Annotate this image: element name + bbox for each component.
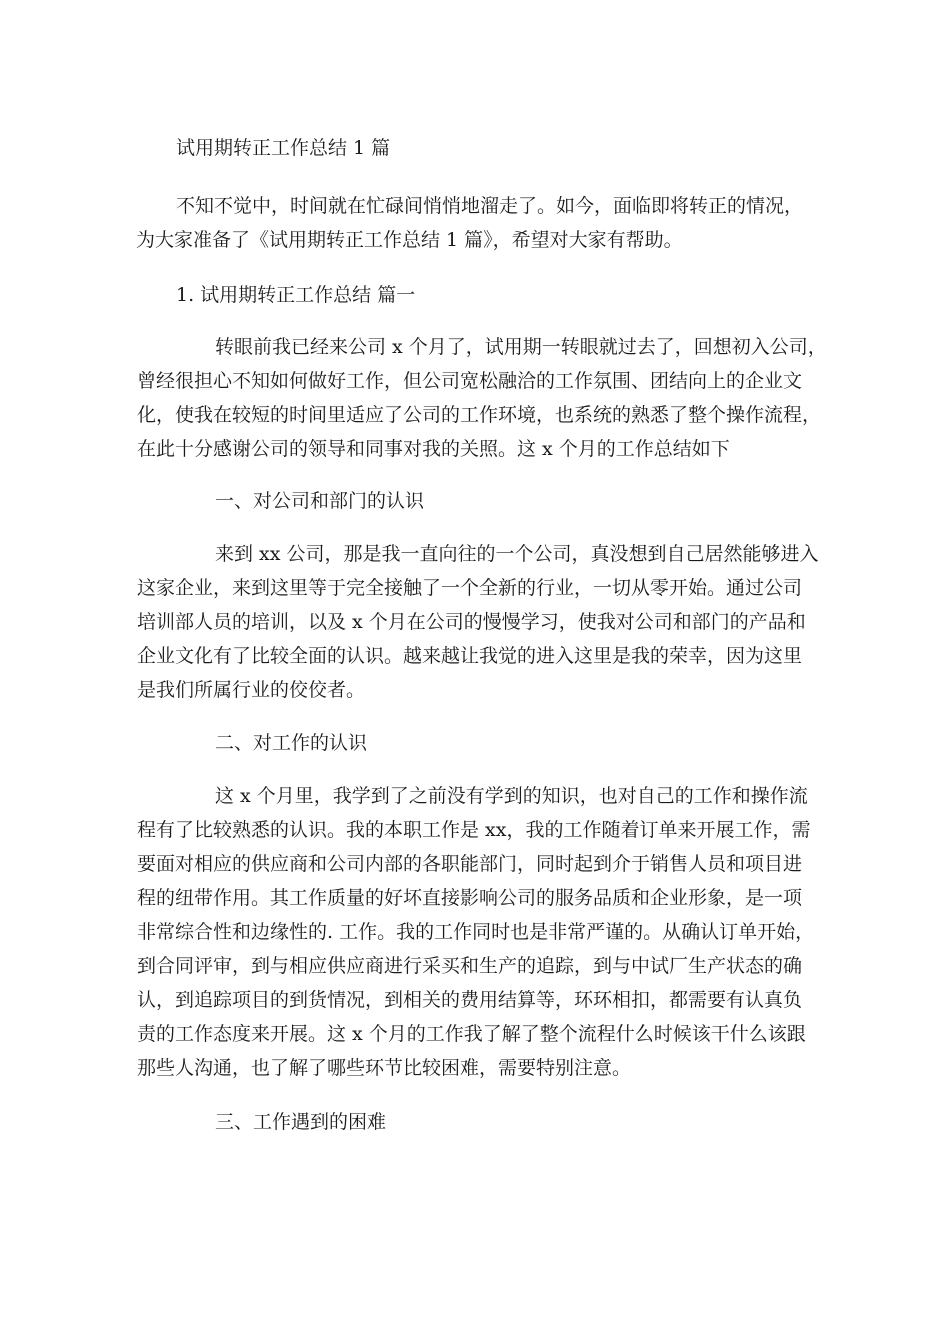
paragraph-line: 认，到追踪项目的到货情况，到相关的费用结算等，环环相扣，都需要有认真负 <box>137 989 803 1011</box>
paragraph-line: 企业文化有了比较全面的认识。越来越让我觉的进入这里是我的荣幸，因为这里 <box>137 645 803 667</box>
heading-1 <box>215 484 424 518</box>
paragraph-2 <box>137 537 819 707</box>
paragraph-line: 是我们所属行业的佼佼者。 <box>137 679 366 701</box>
paragraph-line: 那些人沟通，也了解了哪些环节比较困难，需要特别注意。 <box>137 1057 632 1079</box>
heading-text: 二、对工作的认识 <box>215 732 368 754</box>
paragraph-line: 培训部人员的培训，以及 x 个月在公司的慢慢学习，使我对公司和部门的产品和 <box>137 611 806 633</box>
paragraph-line: 这家企业，来到这里等于完全接触了一个全新的行业，一切从零开始。通过公司 <box>137 577 803 599</box>
paragraph-line: 程有了比较熟悉的认识。我的本职工作是 xx，我的工作随着订单来开展工作，需 <box>137 819 811 841</box>
heading-2 <box>215 726 367 760</box>
paragraph-line: 到合同评审，到与相应供应商进行采买和生产的追踪，到与中试厂生产状态的确 <box>137 955 803 977</box>
paragraph-line: 程的纽带作用。其工作质量的好坏直接影响公司的服务品质和企业形象，是一项 <box>137 887 803 909</box>
heading-text: 三、工作遇到的困难 <box>215 1111 387 1133</box>
intro-paragraph <box>136 189 804 257</box>
document-title <box>176 131 390 165</box>
paragraph-line: 责的工作态度来开展。这 x 个月的工作我了解了整个流程什么时候该干什么该跟 <box>137 1023 806 1045</box>
paragraph-line: 这 x 个月里，我学到了之前没有学到的知识，也对自己的工作和操作流 <box>215 785 808 807</box>
heading-text: 一、对公司和部门的认识 <box>215 490 425 512</box>
paragraph-line: 化，使我在较短的时间里适应了公司的工作环境，也系统的熟悉了整个操作流程， <box>137 404 822 426</box>
paragraph-1 <box>137 330 827 466</box>
section-title <box>176 278 415 312</box>
intro-line: 不知不觉中，时间就在忙碌间悄悄地溜走了。如今，面临即将转正的情况， <box>176 195 804 217</box>
paragraph-line: 非常综合性和边缘性的. 工作。我的工作同时也是非常严谨的。从确认订单开始， <box>137 921 815 943</box>
paragraph-3 <box>137 779 814 1085</box>
paragraph-line: 曾经很担心不知如何做好工作，但公司宽松融洽的工作氛围、团结向上的企业文 <box>137 370 803 392</box>
document-title-text: 试用期转正工作总结 1 篇 <box>176 137 391 159</box>
paragraph-line: 来到 xx 公司，那是我一直向往的一个公司，真没想到自己居然能够进入 <box>215 543 819 565</box>
intro-line: 为大家准备了《试用期转正工作总结 1 篇》，希望对大家有帮助。 <box>136 229 683 251</box>
heading-3 <box>215 1105 386 1139</box>
section-title-text: 1. 试用期转正工作总结 篇一 <box>176 284 416 306</box>
paragraph-line: 要面对相应的供应商和公司内部的各职能部门，同时起到介于销售人员和项目进 <box>137 853 803 875</box>
paragraph-line: 转眼前我已经来公司 x 个月了，试用期一转眼就过去了，回想初入公司， <box>215 336 827 358</box>
paragraph-line: 在此十分感谢公司的领导和同事对我的关照。这 x 个月的工作总结如下 <box>137 438 730 460</box>
